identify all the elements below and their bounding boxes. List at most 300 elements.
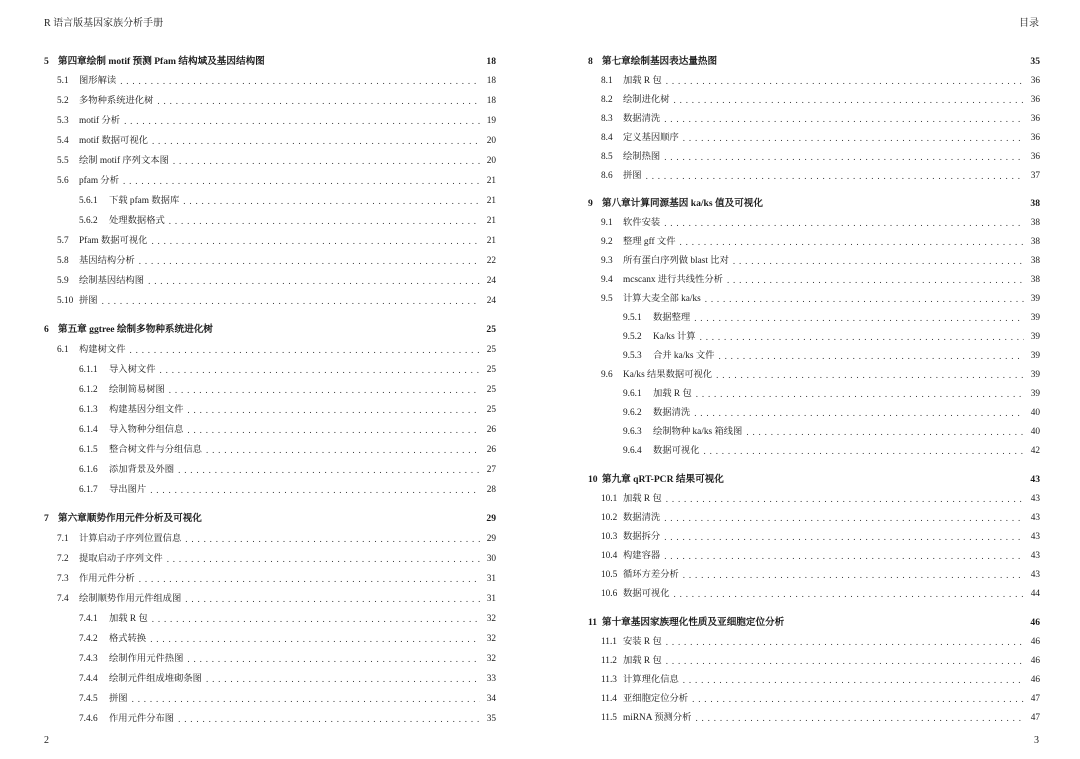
toc-entry-subsection[interactable] [44,693,496,705]
toc-entry-page: 40 [1030,408,1040,418]
toc-entry-section[interactable] [588,531,1040,543]
toc-entry-title: 第五章 ggtree 绘制多物种系统进化树 [58,324,213,335]
dot-leader [716,369,1024,381]
toc-entry-title: 所有蛋白序列做 blast 比对 [623,256,729,266]
toc-entry-page: 38 [1030,198,1040,209]
toc-entry-section[interactable] [44,593,496,605]
dot-leader [664,113,1024,125]
toc-entry-subsection[interactable] [588,388,1040,400]
running-header-right: 目录 [1019,18,1039,29]
toc-entry-page: 46 [1030,656,1040,666]
toc-entry-section[interactable] [588,369,1040,381]
toc-entry-page: 39 [1030,294,1040,304]
toc-entry-page: 25 [486,405,496,415]
toc-entry-subsection[interactable] [44,633,496,645]
dot-leader [680,236,1024,248]
toc-entry-page: 21 [486,236,496,246]
toc-entry-page: 35 [1030,56,1040,67]
dot-leader [185,533,480,545]
toc-entry-page: 26 [486,445,496,455]
toc-entry-section[interactable] [588,588,1040,600]
toc-entry-number: 7.2 [57,554,69,564]
toc-entry-page: 39 [1030,313,1040,323]
toc-entry-section[interactable] [588,636,1040,648]
toc-entry-number: 5.2 [57,96,69,106]
toc-entry-subsection[interactable] [44,384,496,396]
dot-leader [152,135,480,147]
toc-entry-page: 25 [486,345,496,355]
toc-entry-chapter[interactable] [44,513,496,525]
toc-entry-number: 9.5.3 [623,351,642,361]
toc-entry-subsection[interactable] [44,673,496,685]
toc-entry-title: 合并 ka/ks 文件 [653,351,715,361]
toc-entry-section[interactable] [44,344,496,356]
toc-entry-subsection[interactable] [44,464,496,476]
toc-entry-title: 绘制物种 ka/ks 箱线图 [653,427,743,437]
toc-entry-page: 27 [486,465,496,475]
toc-entry-title: 拼图 [109,694,128,704]
dot-leader [664,531,1024,543]
dot-leader [683,674,1024,686]
toc-entry-number: 9.6.4 [623,446,642,456]
toc-entry-number: 9.1 [601,218,613,228]
toc-entry-title: 数据可视化 [623,589,670,599]
toc-entry-section[interactable] [588,274,1040,286]
toc-entry-page: 20 [486,136,496,146]
toc-entry-section[interactable] [588,674,1040,686]
toc-entry-subsection[interactable] [588,426,1040,438]
toc-entry-title: 多物种系统进化树 [79,96,154,106]
toc-entry-number: 6.1.6 [79,465,98,475]
toc-entry-section[interactable] [588,151,1040,163]
dot-leader [696,388,1024,400]
toc-entry-title: 加载 R 包 [623,76,662,86]
toc-entry-title: Pfam 数据可视化 [79,236,148,246]
toc-entry-section[interactable] [588,170,1040,182]
toc-entry-title: 第七章绘制基因表达量热图 [602,56,718,67]
toc-entry-section[interactable] [44,75,496,87]
toc-entry-page: 32 [486,654,496,664]
toc-entry-section[interactable] [44,115,496,127]
toc-entry-subsection[interactable] [44,613,496,625]
toc-entry-page: 44 [1030,589,1040,599]
toc-entry-subsection[interactable] [588,312,1040,324]
toc-entry-page: 39 [1030,332,1040,342]
toc-entry-section[interactable] [588,236,1040,248]
toc-entry-section[interactable] [588,569,1040,581]
toc-entry-number: 10.5 [601,570,618,580]
toc-entry-number: 8.4 [601,133,613,143]
toc-entry-subsection[interactable] [44,713,496,725]
toc-entry-subsection[interactable] [44,653,496,665]
toc-entry-title: 数据整理 [653,313,691,323]
toc-entry-section[interactable] [588,550,1040,562]
toc-entry-page: 43 [1030,532,1040,542]
toc-entry-section[interactable] [44,533,496,545]
toc-entry-number: 9.6 [601,370,613,380]
dot-leader [150,633,480,645]
dot-leader [694,312,1024,324]
toc-entry-title: 第四章绘制 motif 预测 Pfam 结构域及基因结构图 [58,56,265,67]
toc-entry-page: 20 [486,156,496,166]
toc-entry-title: mcscanx 进行共线性分析 [623,275,723,285]
toc-entry-section[interactable] [588,655,1040,667]
toc-entry-page: 22 [486,256,496,266]
toc-entry-title: 加载 R 包 [623,656,662,666]
toc-entry-subsection[interactable] [44,424,496,436]
toc-entry-subsection[interactable] [588,350,1040,362]
toc-entry-section[interactable] [44,553,496,565]
dot-leader [120,75,480,87]
dot-leader [167,553,480,565]
toc-entry-section[interactable] [588,217,1040,229]
toc-entry-page: 43 [1030,551,1040,561]
toc-entry-page: 43 [1030,513,1040,523]
toc-entry-number: 7.4.3 [79,654,98,664]
dot-leader [187,424,480,436]
toc-entry-number: 7.4.2 [79,634,98,644]
toc-entry-number: 8.6 [601,171,613,181]
toc-entry-title: 绘制顺势作用元件组成图 [79,594,182,604]
dot-leader [727,274,1024,286]
toc-entry-title: 加载 R 包 [653,389,692,399]
dot-leader [718,350,1024,362]
toc-entry-title: 整理 gff 文件 [623,237,676,247]
toc-entry-subsection[interactable] [588,407,1040,419]
toc-entry-page: 46 [1030,637,1040,647]
toc-entry-chapter[interactable] [588,617,1040,629]
toc-entry-page: 25 [486,324,496,335]
toc-entry-subsection[interactable] [44,444,496,456]
toc-entry-page: 36 [1030,152,1040,162]
toc-entry-title: 图形解读 [79,76,117,86]
dot-leader [646,170,1024,182]
toc-entry-section[interactable] [44,155,496,167]
toc-entry-number: 9.6.3 [623,427,642,437]
toc-entry-title: 计算启动子序列位置信息 [79,534,182,544]
dot-leader [152,613,480,625]
toc-entry-chapter[interactable] [588,198,1040,210]
toc-entry-number: 6 [44,324,49,335]
running-header-left: R 语言版基因家族分析手册 [44,18,164,29]
toc-entry-number: 6.1.2 [79,385,98,395]
dot-leader [173,155,480,167]
toc-entry-section[interactable] [44,573,496,585]
toc-entry-page: 18 [486,96,496,106]
toc-entry-page: 19 [486,116,496,126]
dot-leader [746,426,1024,438]
toc-entry-page: 39 [1030,370,1040,380]
toc-entry-page: 46 [1030,675,1040,685]
toc-entry-subsection[interactable] [44,404,496,416]
toc-entry-page: 21 [486,216,496,226]
dot-leader [123,175,480,187]
toc-entry-number: 7 [44,513,49,524]
toc-entry-number: 7.4 [57,594,69,604]
toc-entry-title: 导入物种分组信息 [109,425,184,435]
toc-entry-number: 6.1 [57,345,69,355]
toc-entry-number: 6.1.4 [79,425,98,435]
toc-entry-page: 25 [486,365,496,375]
toc-entry-title: 构建树文件 [79,345,126,355]
toc-entry-section[interactable] [588,113,1040,125]
toc-entry-section[interactable] [44,295,496,307]
toc-entry-title: 循环方差分析 [623,570,679,580]
toc-entry-number: 10.4 [601,551,618,561]
toc-entry-page: 38 [1030,275,1040,285]
dot-leader [150,484,480,496]
dot-leader [148,275,480,287]
toc-entry-page: 24 [486,276,496,286]
toc-entry-number: 9.5.2 [623,332,642,342]
toc-entry-title: 整合树文件与分组信息 [109,445,202,455]
toc-entry-page: 31 [486,594,496,604]
toc-entry-section[interactable] [588,712,1040,724]
toc-entry-title: 数据可视化 [653,446,700,456]
dot-leader [692,693,1024,705]
toc-entry-number: 8.3 [601,114,613,124]
toc-entry-title: 数据清洗 [623,513,661,523]
toc-entry-title: 作用元件分析 [79,574,135,584]
toc-entry-number: 9.2 [601,237,613,247]
toc-entry-title: 处理数据格式 [109,216,165,226]
toc-entry-page: 34 [486,694,496,704]
toc-entry-page: 21 [486,196,496,206]
toc-entry-page: 31 [486,574,496,584]
toc-entry-chapter[interactable] [588,474,1040,486]
dot-leader [157,95,480,107]
toc-entry-title: Ka/ks 计算 [653,332,696,342]
toc-entry-title: 作用元件分布图 [109,714,175,724]
toc-entry-section[interactable] [44,175,496,187]
toc-entry-number: 7.4.4 [79,674,98,684]
toc-entry-title: 绘制基因结构图 [79,276,145,286]
toc-entry-number: 9.6.2 [623,408,642,418]
dot-leader [124,115,480,127]
toc-entry-page: 36 [1030,114,1040,124]
toc-entry-section[interactable] [44,135,496,147]
toc-entry-page: 38 [1030,256,1040,266]
toc-entry-number: 5.8 [57,256,69,266]
toc-entry-title: 导入树文件 [109,365,156,375]
toc-entry-title: 绘制热图 [623,152,661,162]
toc-entry-title: 绘制元件组成堆砌条图 [109,674,202,684]
dot-leader [206,673,480,685]
toc-entry-title: 绘制作用元件热图 [109,654,184,664]
dot-leader [704,445,1025,457]
toc-entry-number: 6.1.3 [79,405,98,415]
toc-entry-title: 绘制进化树 [623,95,670,105]
toc-entry-title: 基因结构分析 [79,256,135,266]
toc-entry-subsection[interactable] [44,484,496,496]
toc-entry-number: 9.5 [601,294,613,304]
dot-leader [169,215,480,227]
dot-leader [674,94,1025,106]
dot-leader [683,569,1024,581]
toc-entry-number: 11.1 [601,637,617,647]
dot-leader [666,655,1024,667]
toc-entry-title: 亚细胞定位分析 [623,694,689,704]
toc-entry-number: 10.2 [601,513,618,523]
toc-entry-page: 43 [1030,474,1040,485]
dot-leader [695,712,1024,724]
dot-leader [130,344,481,356]
dot-leader [187,653,480,665]
dot-leader [102,295,480,307]
toc-entry-subsection[interactable] [588,445,1040,457]
dot-leader [674,588,1025,600]
toc-entry-section[interactable] [588,94,1040,106]
toc-entry-title: 计算理化信息 [623,675,679,685]
toc-entry-title: Ka/ks 结果数据可视化 [623,370,713,380]
toc-entry-number: 10.3 [601,532,618,542]
dot-leader [664,151,1024,163]
toc-entry-number: 9.6.1 [623,389,642,399]
toc-entry-number: 11 [588,617,598,628]
toc-entry-number: 7.4.5 [79,694,98,704]
toc-entry-number: 5.6.2 [79,216,98,226]
toc-entry-page: 26 [486,425,496,435]
toc-entry-subsection[interactable] [44,364,496,376]
toc-entry-number: 5.7 [57,236,69,246]
toc-entry-number: 11.5 [601,713,617,723]
toc-entry-title: 绘制 motif 序列文本图 [79,156,169,166]
toc-entry-number: 11.2 [601,656,617,666]
toc-entry-title: 数据拆分 [623,532,661,542]
toc-entry-subsection[interactable] [44,215,496,227]
toc-entry-chapter[interactable] [588,56,1040,68]
dot-leader [206,444,480,456]
dot-leader [169,384,480,396]
toc-entry-title: 数据清洗 [623,114,661,124]
toc-entry-page: 42 [1030,446,1040,456]
dot-leader [178,713,480,725]
toc-entry-section[interactable] [588,132,1040,144]
toc-entry-number: 6.1.1 [79,365,98,375]
toc-entry-title: 加载 R 包 [109,614,148,624]
toc-entry-page: 38 [1030,237,1040,247]
dot-leader [666,75,1024,87]
toc-entry-title: 下载 pfam 数据库 [109,196,180,206]
toc-entry-number: 6.1.7 [79,485,98,495]
toc-entry-number: 10.1 [601,494,618,504]
toc-entry-number: 8.2 [601,95,613,105]
toc-entry-title: 构建基因分组文件 [109,405,184,415]
toc-entry-title: 定义基因顺序 [623,133,679,143]
toc-entry-number: 5.10 [57,296,74,306]
toc-entry-number: 9.5.1 [623,313,642,323]
toc-entry-page: 46 [1030,617,1040,628]
dot-leader [664,550,1024,562]
toc-entry-title: 第六章顺势作用元件分析及可视化 [58,513,202,524]
toc-entry-title: 绘制简易树图 [109,385,165,395]
dot-leader [664,217,1024,229]
toc-entry-number: 11.3 [601,675,617,685]
toc-entry-page: 38 [1030,218,1040,228]
toc-entry-title: 安装 R 包 [623,637,662,647]
toc-entry-number: 8.1 [601,76,613,86]
toc-entry-chapter[interactable] [44,324,496,336]
toc-entry-page: 21 [486,176,496,186]
toc-entry-page: 32 [486,634,496,644]
toc-entry-page: 18 [486,56,496,67]
page-number-left: 2 [44,735,49,746]
dot-leader [705,293,1024,305]
toc-entry-title: motif 分析 [79,116,121,126]
toc-entry-page: 24 [486,296,496,306]
toc-entry-page: 37 [1030,171,1040,181]
toc-entry-title: 软件安装 [623,218,661,228]
toc-entry-page: 39 [1030,389,1040,399]
dot-leader [160,364,481,376]
toc-entry-section[interactable] [588,512,1040,524]
toc-entry-section[interactable] [588,493,1040,505]
toc-entry-title: 格式转换 [109,634,147,644]
toc-entry-number: 11.4 [601,694,617,704]
dot-leader [664,512,1024,524]
toc-entry-page: 47 [1030,694,1040,704]
toc-entry-chapter[interactable] [44,56,496,68]
toc-entry-title: 计算大麦全部 ka/ks [623,294,701,304]
toc-entry-page: 29 [486,534,496,544]
toc-entry-number: 7.3 [57,574,69,584]
toc-entry-page: 39 [1030,351,1040,361]
dot-leader [139,255,480,267]
toc-entry-page: 25 [486,385,496,395]
dot-leader [187,404,480,416]
toc-entry-number: 9.3 [601,256,613,266]
toc-entry-number: 7.1 [57,534,69,544]
toc-entry-section[interactable] [44,235,496,247]
toc-entry-section[interactable] [44,95,496,107]
dot-leader [666,493,1024,505]
dot-leader [683,132,1024,144]
dot-leader [700,331,1024,343]
toc-entry-page: 35 [486,714,496,724]
dot-leader [178,464,480,476]
toc-entry-number: 9 [588,198,593,209]
toc-entry-page: 36 [1030,133,1040,143]
toc-entry-title: 拼图 [79,296,98,306]
toc-entry-title: miRNA 预测分析 [623,713,692,723]
toc-entry-page: 32 [486,614,496,624]
dot-leader [132,693,480,705]
toc-entry-number: 5.6.1 [79,196,98,206]
toc-entry-number: 5.6 [57,176,69,186]
toc-entry-title: 提取启动子序列文件 [79,554,163,564]
toc-entry-section[interactable] [588,255,1040,267]
toc-entry-number: 5 [44,56,49,67]
dot-leader [183,195,480,207]
toc-entry-section[interactable] [588,293,1040,305]
toc-entry-section[interactable] [588,75,1040,87]
toc-entry-number: 8 [588,56,593,67]
dot-leader [151,235,480,247]
toc-entry-page: 28 [486,485,496,495]
toc-entry-section[interactable] [44,275,496,287]
toc-entry-section[interactable] [588,693,1040,705]
toc-entry-number: 7.4.6 [79,714,98,724]
toc-entry-subsection[interactable] [588,331,1040,343]
toc-entry-title: 第八章计算同源基因 ka/ks 值及可视化 [602,198,763,209]
toc-entry-number: 9.4 [601,275,613,285]
toc-entry-page: 47 [1030,713,1040,723]
dot-leader [139,573,480,585]
toc-entry-subsection[interactable] [44,195,496,207]
toc-entry-number: 5.9 [57,276,69,286]
toc-entry-page: 40 [1030,427,1040,437]
toc-entry-section[interactable] [44,255,496,267]
